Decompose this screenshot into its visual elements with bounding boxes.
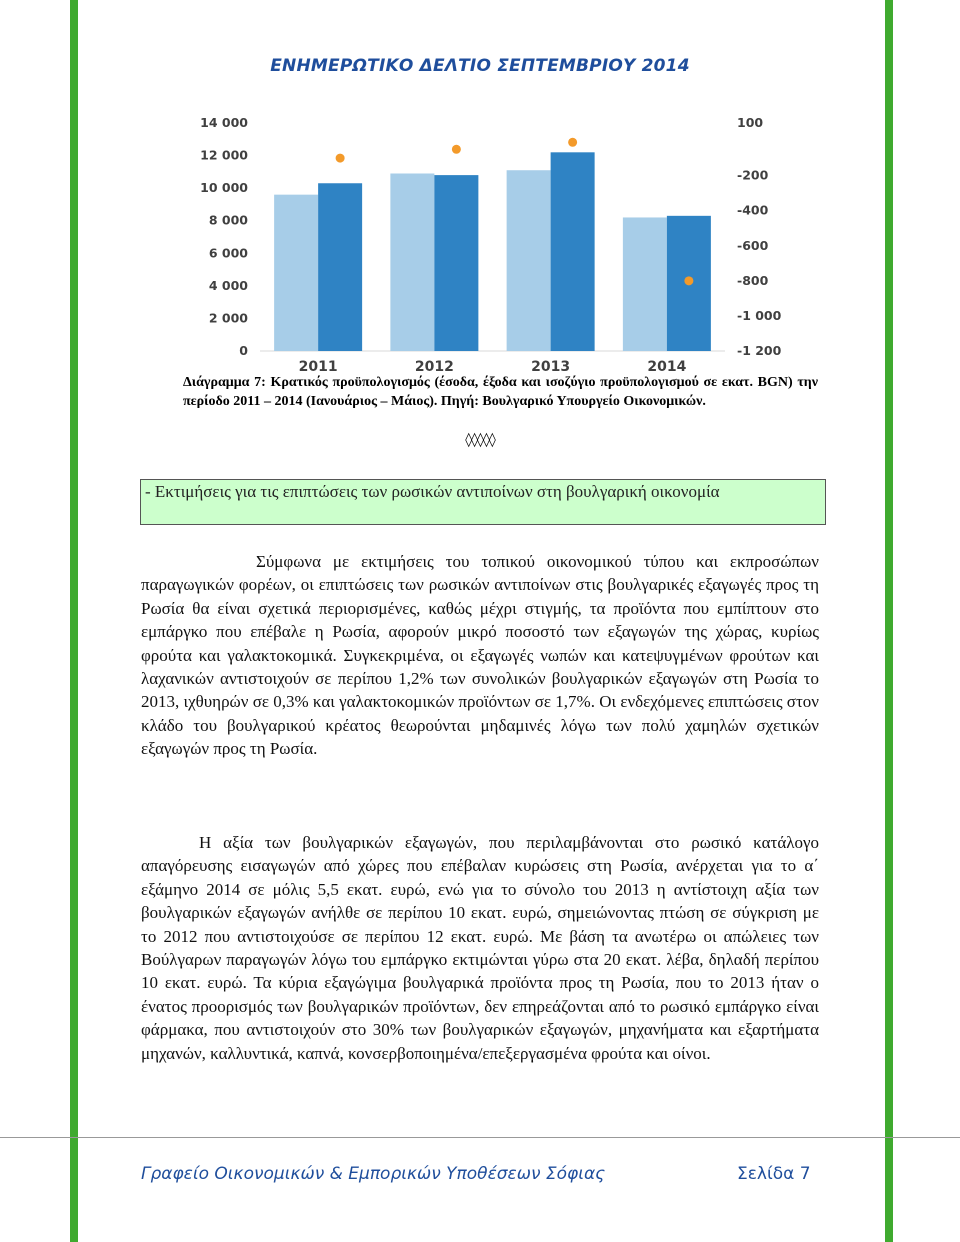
bar-revenue bbox=[274, 195, 318, 351]
right-axis-tick: -400 bbox=[737, 202, 769, 218]
right-axis-tick: -600 bbox=[737, 237, 769, 253]
left-axis-tick: 2 000 bbox=[208, 310, 248, 326]
x-axis-label: 2013 bbox=[531, 359, 571, 375]
right-axis-tick: -800 bbox=[737, 272, 769, 288]
left-axis-tick: 12 000 bbox=[200, 147, 248, 163]
footer-divider bbox=[0, 1137, 960, 1138]
right-axis-tick: -1 200 bbox=[737, 343, 782, 358]
left-axis-tick: 8 000 bbox=[208, 212, 248, 228]
bar-expenditure bbox=[434, 175, 478, 351]
budget-chart bbox=[180, 108, 800, 376]
bar-revenue bbox=[390, 173, 434, 351]
paragraph-1: Σύμφωνα με εκτιμήσεις του τοπικού οικονομικού τύπου και εκπροσώπων παραγωγικών φορέων, οι επιπτώσεις των ρωσικών αντιποίνων στις βουλγαρικές εξαγωγές προς τη Ρωσία θα είναι σχετικά περιορισμένες, καθώς μέχρι στιγμής, τα προϊόντα που εμπίπτουν στο εμπάργκο που επέβαλε η Ρωσία, αφορούν μικρό ποσοστό των εξαγωγών της χώρας, κυρίως φρούτα και γαλακτοκομικά. Συγκεκριμένα, οι εξαγωγές νωπών και κατεψυγμένων φρούτων και λαχανικών αντιστοιχούν σε περίπου 1,2% των συνολικών βουλγαρικών εξαγωγών στη Ρωσία το 2013, ιχθυηρών σε 0,3% και γαλακτοκομικών προϊόντων σε 1,7%. Οι ενδεχόμενες επιπτώσεις στον κλάδο του βουλγαρικού κρέατος θεωρούνται μηδαμινές λόγω των πολύ χαμηλών σχετικών εξαγωγών προς τη Ρωσία. bbox=[141, 552, 819, 759]
footer-office: Γραφείο Οικονομικών & Εμπορικών Υποθέσεων Σόφιας bbox=[141, 1164, 606, 1184]
balance-point bbox=[568, 138, 577, 147]
bar-revenue bbox=[507, 170, 551, 351]
right-accent-bar bbox=[885, 0, 893, 1242]
balance-point bbox=[452, 145, 461, 154]
balance-point bbox=[684, 276, 693, 285]
left-axis-tick: 10 000 bbox=[200, 180, 248, 196]
bar-expenditure bbox=[551, 152, 595, 351]
x-axis-label: 2014 bbox=[647, 359, 687, 375]
x-axis-label: 2011 bbox=[298, 359, 338, 375]
right-axis-tick: -1 000 bbox=[737, 307, 782, 323]
right-axis-tick: 100 bbox=[737, 115, 764, 130]
page-header: ΕΝΗΜΕΡΩΤΙΚΟ ΔΕΛΤΙΟ ΣΕΠΤΕΜΒΡΙΟΥ 2014 bbox=[270, 56, 690, 76]
footer-page-number: Σελίδα 7 bbox=[737, 1164, 811, 1184]
bar-revenue bbox=[623, 217, 667, 351]
right-axis-tick: -200 bbox=[737, 167, 769, 183]
section-title: - Εκτιμήσεις για τις επιπτώσεις των ρωσικών αντιποίνων στη βουλγαρική οικονομία bbox=[140, 479, 826, 525]
left-axis-tick: 14 000 bbox=[200, 115, 248, 130]
separator-diamonds: ◊◊◊◊◊ bbox=[465, 432, 495, 448]
x-axis-label: 2012 bbox=[414, 359, 454, 375]
left-axis-tick: 0 bbox=[239, 343, 248, 358]
left-accent-bar bbox=[70, 0, 78, 1242]
balance-point bbox=[336, 154, 345, 163]
bar-expenditure bbox=[318, 183, 362, 351]
left-axis-tick: 4 000 bbox=[208, 277, 248, 293]
chart-caption: Διάγραμμα 7: Κρατικός προϋπολογισμός (έσοδα, έξοδα και ισοζύγιο προϋπολογισμού σε εκατ. BGN) την περίοδο 2011 – 2014 (Ιανουάριος – Μάιος). Πηγή: Βουλγαρικό Υπουργείο Οικονομικών. bbox=[183, 375, 818, 409]
paragraph-2: Η αξία των βουλγαρικών εξαγωγών, που περιλαμβάνονται στο ρωσικό κατάλογο απαγόρευσης εισαγωγών από χώρες που επέβαλαν κυρώσεις στη Ρωσία, ανέρχεται για το α΄ εξάμηνο 2014 σε μόλις 5,5 εκατ. ευρώ, ενώ για το σύνολο του 2013 η αντίστοιχη αξία των βουλγαρικών εξαγωγών ανήλθε σε περίπου 10 εκατ. ευρώ, σημειώνοντας πτώση σε σύγκριση με το 2012 που αντιστοιχούσε σε περίπου 12 εκατ. ευρώ. Με βάση τα ανωτέρω οι απώλειες των Βούλγαρων παραγωγών λόγω του εμπάργκο εκτιμώνται γύρω στα 20 εκατ. λέβα, δηλαδή περίπου 10 εκατ. ευρώ. Τα κύρια εξαγώγιμα βουλγαρικά προϊόντα προς τη Ρωσία, που το 2013 ήταν ο ένατος προορισμός των βουλγαρικών προϊόντων, δεν επηρεάζονται από το ρωσικό εμπάργκο είναι φάρμακα, που αντιστοιχούν στο 30% των βουλγαρικών εξαγωγών, μηχανήματα και εξαρτήματα μηχανών, καλλυντικά, καπνά, κονσερβοποιημένα/επεξεργασμένα φρούτα και οίνοι. bbox=[141, 833, 819, 1063]
left-axis-tick: 6 000 bbox=[208, 245, 248, 261]
